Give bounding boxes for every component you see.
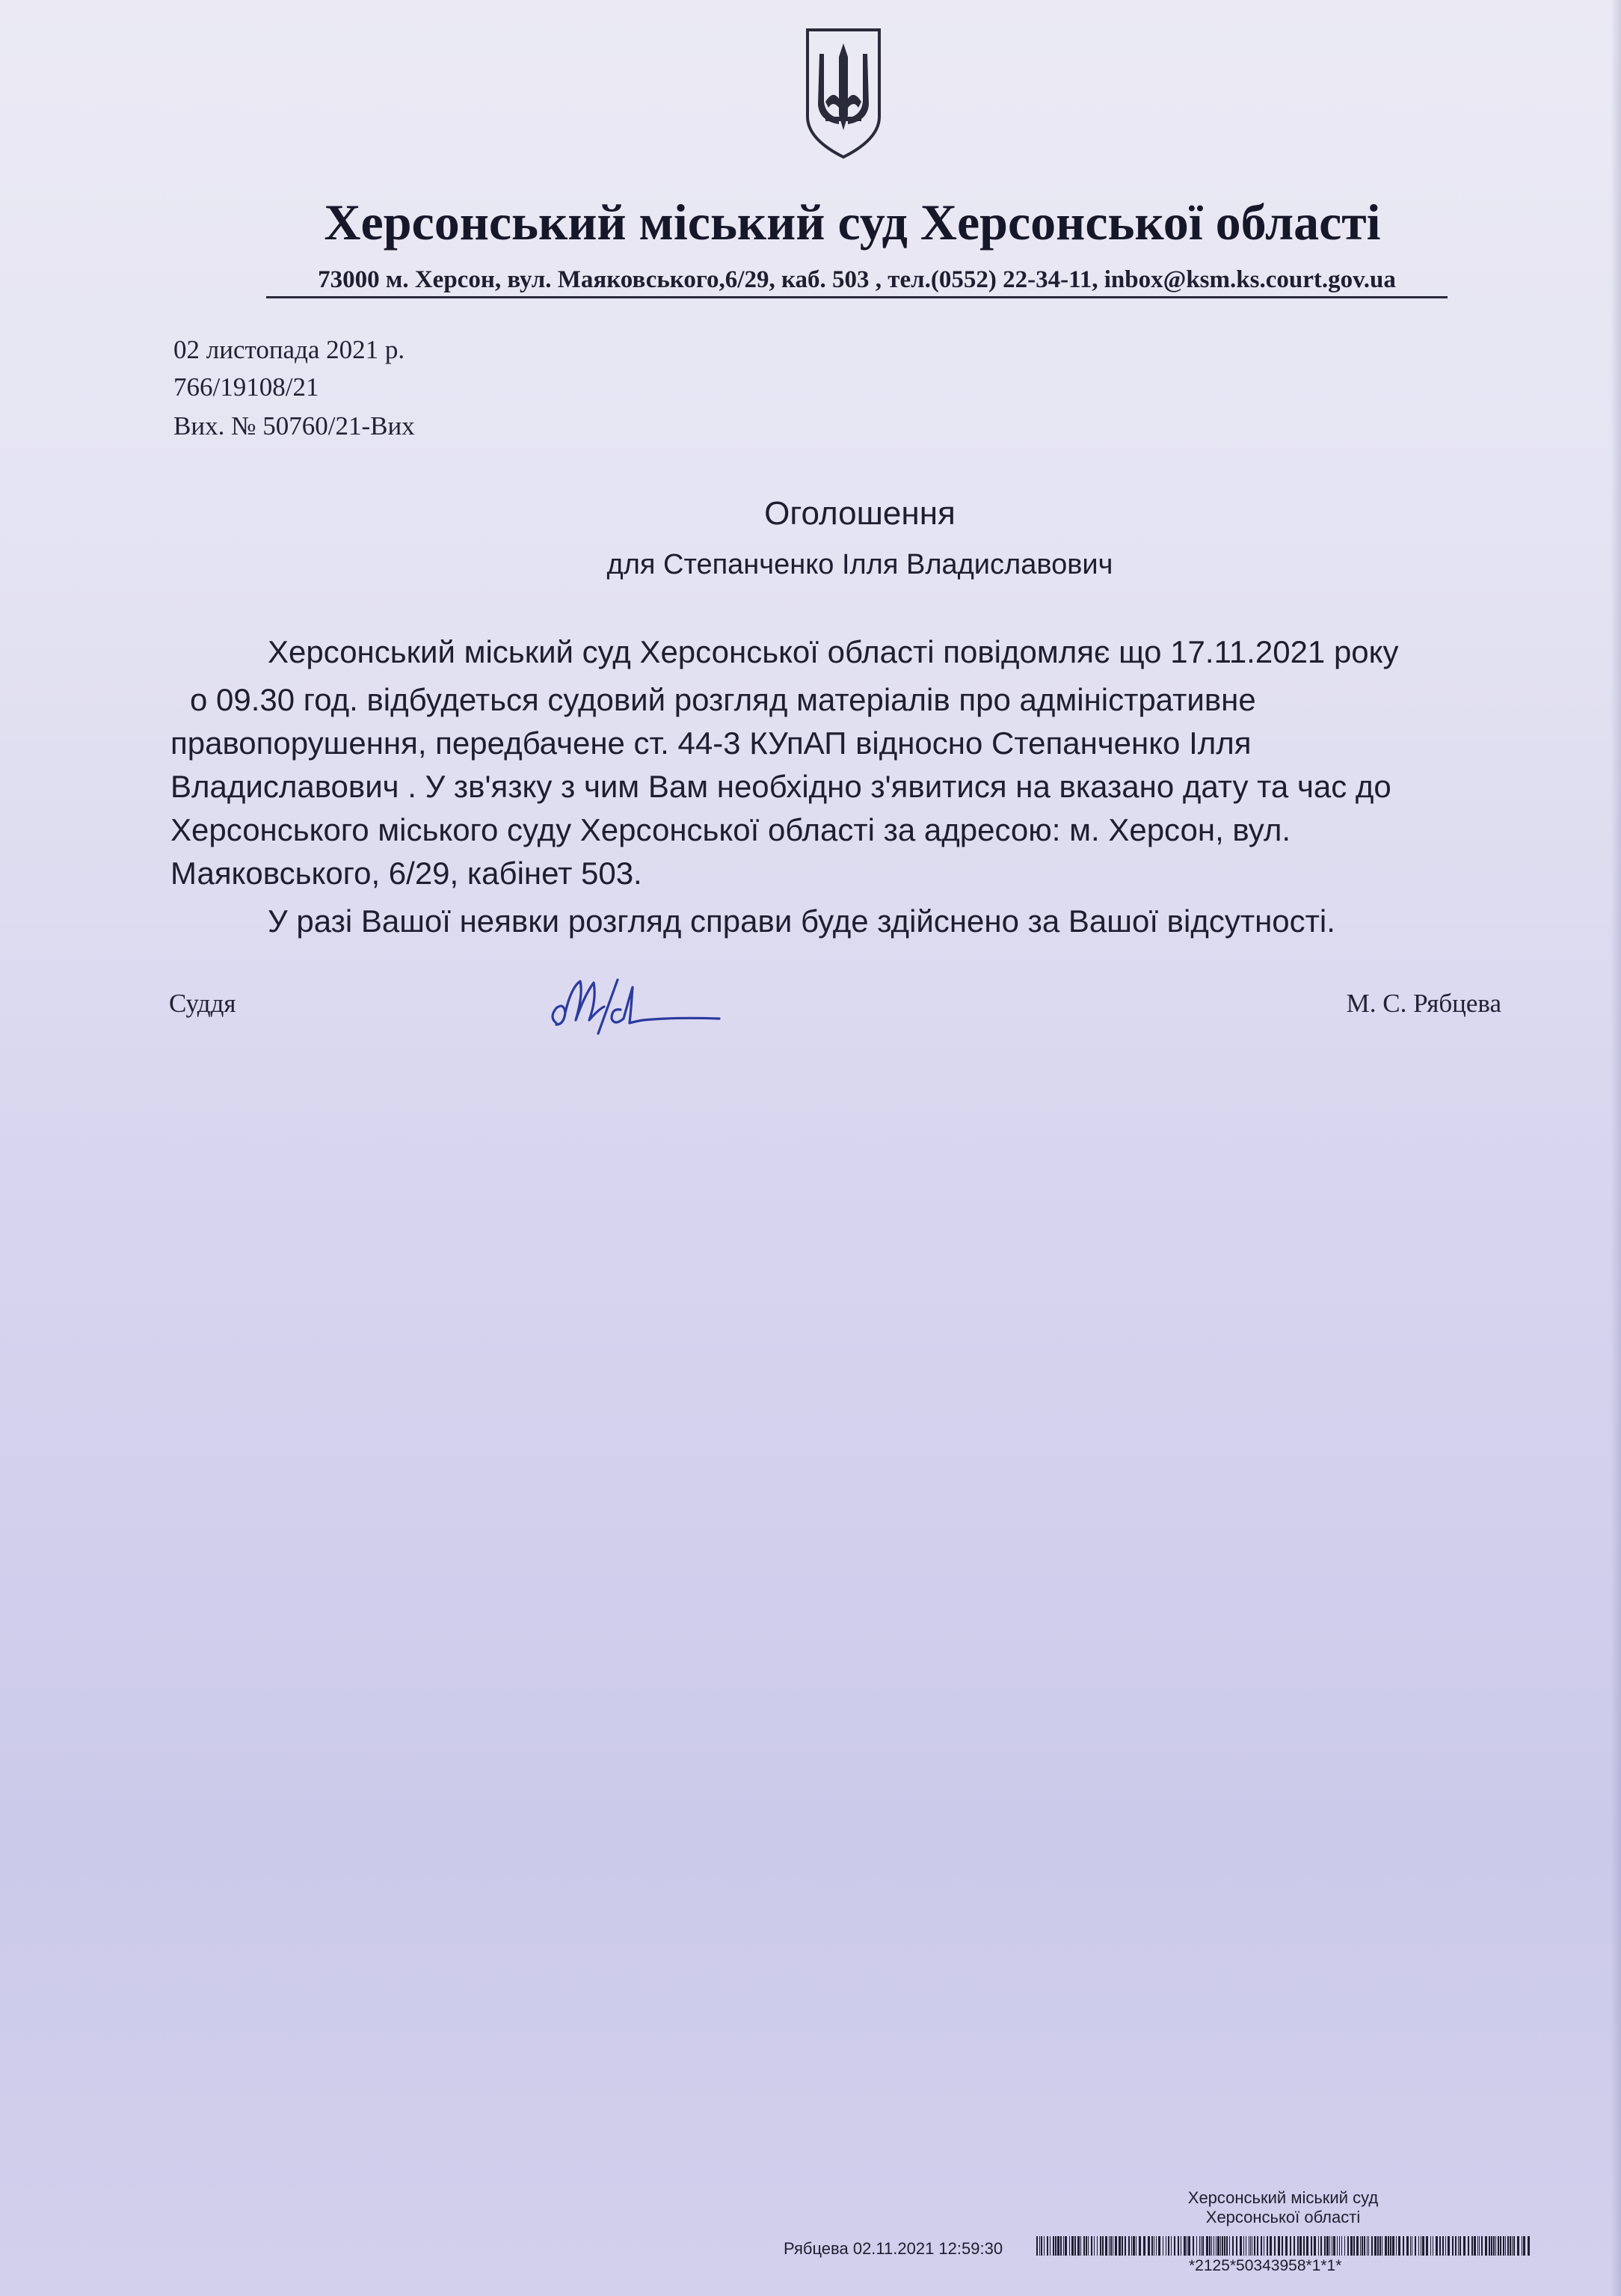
barcode-bar	[1148, 2236, 1150, 2256]
barcode-bar	[1403, 2236, 1404, 2256]
barcode-bar	[1396, 2236, 1397, 2256]
barcode-bar	[1410, 2236, 1411, 2256]
barcode-bar	[1055, 2236, 1056, 2256]
barcode-bar	[1353, 2236, 1355, 2256]
barcode-bar	[1168, 2236, 1169, 2256]
barcode-bar	[1374, 2236, 1377, 2256]
barcode-bar	[1350, 2236, 1353, 2256]
barcode-bar	[1178, 2236, 1179, 2256]
barcode-bar	[1267, 2236, 1268, 2256]
barcode-bar	[1065, 2236, 1067, 2256]
barcode-bar	[1390, 2236, 1391, 2256]
barcode-bar	[1495, 2236, 1496, 2256]
barcode-bar	[1196, 2236, 1197, 2256]
barcode-bar	[1209, 2236, 1211, 2256]
barcode-bar	[1436, 2236, 1438, 2256]
barcode-bar	[1074, 2236, 1076, 2256]
announcement-recipient: для Степанченко Ілля Владиславович	[606, 549, 1113, 580]
barcode-bar	[1041, 2236, 1042, 2256]
barcode-bar	[1371, 2236, 1373, 2256]
barcode-bar	[1406, 2236, 1409, 2256]
barcode-bar	[1430, 2236, 1431, 2256]
barcode-bar	[1318, 2236, 1319, 2256]
barcode-bar	[1326, 2236, 1329, 2256]
barcode-bar	[1171, 2236, 1172, 2256]
barcode-bar	[1109, 2236, 1110, 2256]
barcode-bar	[1202, 2236, 1204, 2256]
barcode-bar	[1491, 2236, 1492, 2256]
barcode-bar	[1455, 2236, 1457, 2256]
judge-name: М. С. Рябцева	[1346, 989, 1501, 1018]
barcode-bar	[1493, 2236, 1495, 2256]
barcode-bar	[1236, 2236, 1237, 2256]
barcode-bar	[1119, 2236, 1121, 2256]
barcode-bar	[1261, 2236, 1262, 2256]
barcode-bar	[1333, 2236, 1335, 2256]
barcode-bar	[1060, 2236, 1062, 2256]
barcode-bar	[1077, 2236, 1080, 2256]
barcode-bar	[1102, 2236, 1104, 2256]
body-text-line: Владиславович . У зв'язку з чим Вам необхідно з'явитися на вказано дату та час до	[170, 769, 1391, 804]
barcode-bar	[1199, 2236, 1200, 2256]
barcode-bar	[1088, 2236, 1089, 2256]
barcode-bar	[1270, 2236, 1272, 2256]
barcode-bar	[1337, 2236, 1338, 2256]
barcode-bar	[1278, 2236, 1280, 2256]
barcode-bar	[1458, 2236, 1459, 2256]
barcode-bar	[1299, 2236, 1302, 2256]
barcode-bar	[1057, 2236, 1059, 2256]
barcode-bar	[1356, 2236, 1359, 2256]
barcode-bar	[1339, 2236, 1340, 2256]
barcode-bar	[1105, 2236, 1107, 2256]
barcode-bar	[1505, 2236, 1506, 2256]
barcode-bar	[1517, 2236, 1519, 2256]
barcode-bar	[1156, 2236, 1157, 2256]
judge-role-label: Суддя	[169, 989, 236, 1018]
barcode-bar	[1217, 2236, 1219, 2256]
barcode-bar	[1485, 2236, 1487, 2256]
stamp-court-line: Херсонський міський суд	[1187, 2188, 1379, 2207]
barcode-bar	[1083, 2236, 1085, 2256]
outgoing-number: Вих. № 50760/21-Вих	[173, 411, 415, 441]
barcode-bar	[1091, 2236, 1092, 2256]
barcode-bar	[1481, 2236, 1483, 2256]
digital-stamp-court	[1111, 2188, 1455, 2227]
barcode-bar	[1503, 2236, 1504, 2256]
body-text-line: Маяковського, 6/29, кабінет 503.	[170, 856, 642, 891]
barcode-bar	[1426, 2236, 1428, 2256]
barcode-bar	[1314, 2236, 1316, 2256]
barcode-bar	[1158, 2236, 1160, 2256]
barcode-bar	[1385, 2236, 1387, 2256]
barcode-bar	[1094, 2236, 1095, 2256]
barcode-bar	[1133, 2236, 1135, 2256]
body-text-line: правопорушення, передбачене ст. 44-3 КУпАП відносно Степанченко Ілля	[170, 725, 1252, 761]
barcode-bar	[1220, 2236, 1221, 2256]
barcode-bar	[1063, 2236, 1064, 2256]
barcode-bar	[1468, 2236, 1469, 2256]
barcode-bar	[1510, 2236, 1511, 2256]
barcode-bar	[1285, 2236, 1288, 2256]
barcode-bar	[1257, 2236, 1258, 2256]
body-text-line: У разі Вашої неявки розгляд справи буде здійснено за Вашої відсутності.	[268, 903, 1335, 939]
barcode-bar	[1306, 2236, 1308, 2256]
barcode-bar	[1206, 2236, 1208, 2256]
barcode-bar	[1294, 2236, 1295, 2256]
barcode-bar	[1329, 2236, 1330, 2256]
barcode-bar	[1290, 2236, 1291, 2256]
barcode-bar	[1442, 2236, 1444, 2256]
barcode-bar	[1050, 2236, 1051, 2256]
barcode-bar	[1512, 2236, 1513, 2256]
digital-stamp-signer: Рябцева 02.11.2021 12:59:30	[784, 2239, 1003, 2258]
handwritten-signature	[546, 965, 725, 1037]
barcode-bar	[1489, 2236, 1490, 2256]
barcode-bar	[1367, 2236, 1368, 2256]
barcode-bar	[1131, 2236, 1132, 2256]
barcode-bar	[1479, 2236, 1480, 2256]
body-text-line: о 09.30 год. відбудеться судовий розгляд матеріалів про адміністративне	[190, 682, 1256, 717]
barcode-bar	[1398, 2236, 1400, 2256]
barcode-bar	[1039, 2236, 1040, 2256]
barcode-bar	[1053, 2236, 1054, 2256]
barcode-bar	[1100, 2236, 1101, 2256]
barcode-bar	[1086, 2236, 1087, 2256]
barcode-bar	[1174, 2236, 1175, 2256]
barcode-bar	[1422, 2236, 1424, 2256]
barcode-bar	[1069, 2236, 1070, 2256]
barcode-bar	[1311, 2236, 1312, 2256]
barcode-bar	[1418, 2236, 1419, 2256]
barcode-bar	[1036, 2236, 1038, 2256]
barcode-bar	[1347, 2236, 1349, 2256]
barcode-bar	[1071, 2236, 1074, 2256]
barcode-bar	[1320, 2236, 1322, 2256]
barcode-bar	[1097, 2236, 1098, 2256]
address-underline-rule	[266, 296, 1448, 298]
body-text-line: Херсонський міський суд Херсонської області повідомляє що 17.11.2021 року	[268, 634, 1399, 669]
barcode-bar	[1232, 2236, 1234, 2256]
barcode	[1036, 2236, 1534, 2256]
barcode-bar	[1224, 2236, 1225, 2256]
barcode-bar	[1115, 2236, 1117, 2256]
barcode-bar	[1229, 2236, 1230, 2256]
court-address: 73000 м. Херсон, вул. Маяковського,6/29, каб. 503 , тел.(0552) 22-34-11, inbox@ksm.ks.court.gov.ua	[318, 266, 1396, 293]
barcode-bar	[1243, 2236, 1244, 2256]
barcode-bar	[1297, 2236, 1299, 2256]
case-number: 766/19108/21	[173, 372, 319, 402]
announcement-title: Оголошення	[764, 495, 956, 532]
barcode-bar	[1360, 2236, 1361, 2256]
document-date: 02 листопада 2021 р.	[173, 335, 405, 364]
barcode-bar	[1222, 2236, 1223, 2256]
barcode-bar	[1274, 2236, 1276, 2256]
barcode-bar	[1324, 2236, 1326, 2256]
barcode-bar	[1463, 2236, 1465, 2256]
barcode-bar	[1364, 2236, 1365, 2256]
barcode-bar	[1392, 2236, 1394, 2256]
trident-emblem-icon	[803, 27, 884, 160]
barcode-bar	[1344, 2236, 1345, 2256]
barcode-bar	[1513, 2236, 1515, 2256]
barcode-bar	[1193, 2236, 1194, 2256]
barcode-bar	[1459, 2236, 1461, 2256]
barcode-bar	[1240, 2236, 1242, 2256]
barcode-bar	[1388, 2236, 1389, 2256]
barcode-bar	[1500, 2236, 1501, 2256]
barcode-bar	[1341, 2236, 1342, 2256]
barcode-bar	[1445, 2236, 1446, 2256]
barcode-bar	[1226, 2236, 1228, 2256]
barcode-number: *2125*50343958*1*1*	[1189, 2257, 1342, 2274]
barcode-bar	[1184, 2236, 1186, 2256]
barcode-bar	[1151, 2236, 1153, 2256]
barcode-bar	[1368, 2236, 1369, 2256]
barcode-bar	[1139, 2236, 1141, 2256]
barcode-bar	[1110, 2236, 1112, 2256]
stamp-court-line: Херсонської області	[1205, 2208, 1361, 2226]
barcode-bar	[1211, 2236, 1212, 2256]
barcode-bar	[1143, 2236, 1145, 2256]
barcode-bar	[1122, 2236, 1123, 2256]
barcode-bar	[1523, 2236, 1525, 2256]
barcode-bar	[1128, 2236, 1130, 2256]
barcode-bar	[1250, 2236, 1251, 2256]
barcode-bar	[1439, 2236, 1441, 2256]
barcode-bar	[1415, 2236, 1416, 2256]
barcode-bar	[1379, 2236, 1381, 2256]
barcode-bar	[1047, 2236, 1048, 2256]
barcode-bar	[1377, 2236, 1379, 2256]
barcode-bar	[1448, 2236, 1450, 2256]
barcode-bar	[1498, 2236, 1499, 2256]
barcode-bar	[1471, 2236, 1473, 2256]
barcode-bar	[1201, 2236, 1202, 2256]
barcode-bar	[1452, 2236, 1454, 2256]
barcode-bar	[1254, 2236, 1255, 2256]
court-title: Херсонський міський суд Херсонської області	[324, 194, 1381, 251]
barcode-bar	[1507, 2236, 1509, 2256]
barcode-bar	[1080, 2236, 1081, 2256]
barcode-bar	[1528, 2236, 1530, 2256]
barcode-bar	[1188, 2236, 1190, 2256]
barcode-bar	[1477, 2236, 1478, 2256]
barcode-bar	[1282, 2236, 1283, 2256]
barcode-bar	[1044, 2236, 1045, 2256]
barcode-bar	[1362, 2236, 1363, 2256]
body-text-line: Херсонського міського суду Херсонської області за адресою: м. Херсон, вул.	[170, 812, 1291, 847]
barcode-bar	[1125, 2236, 1126, 2256]
barcode-bar	[1474, 2236, 1476, 2256]
barcode-bar	[1303, 2236, 1305, 2256]
